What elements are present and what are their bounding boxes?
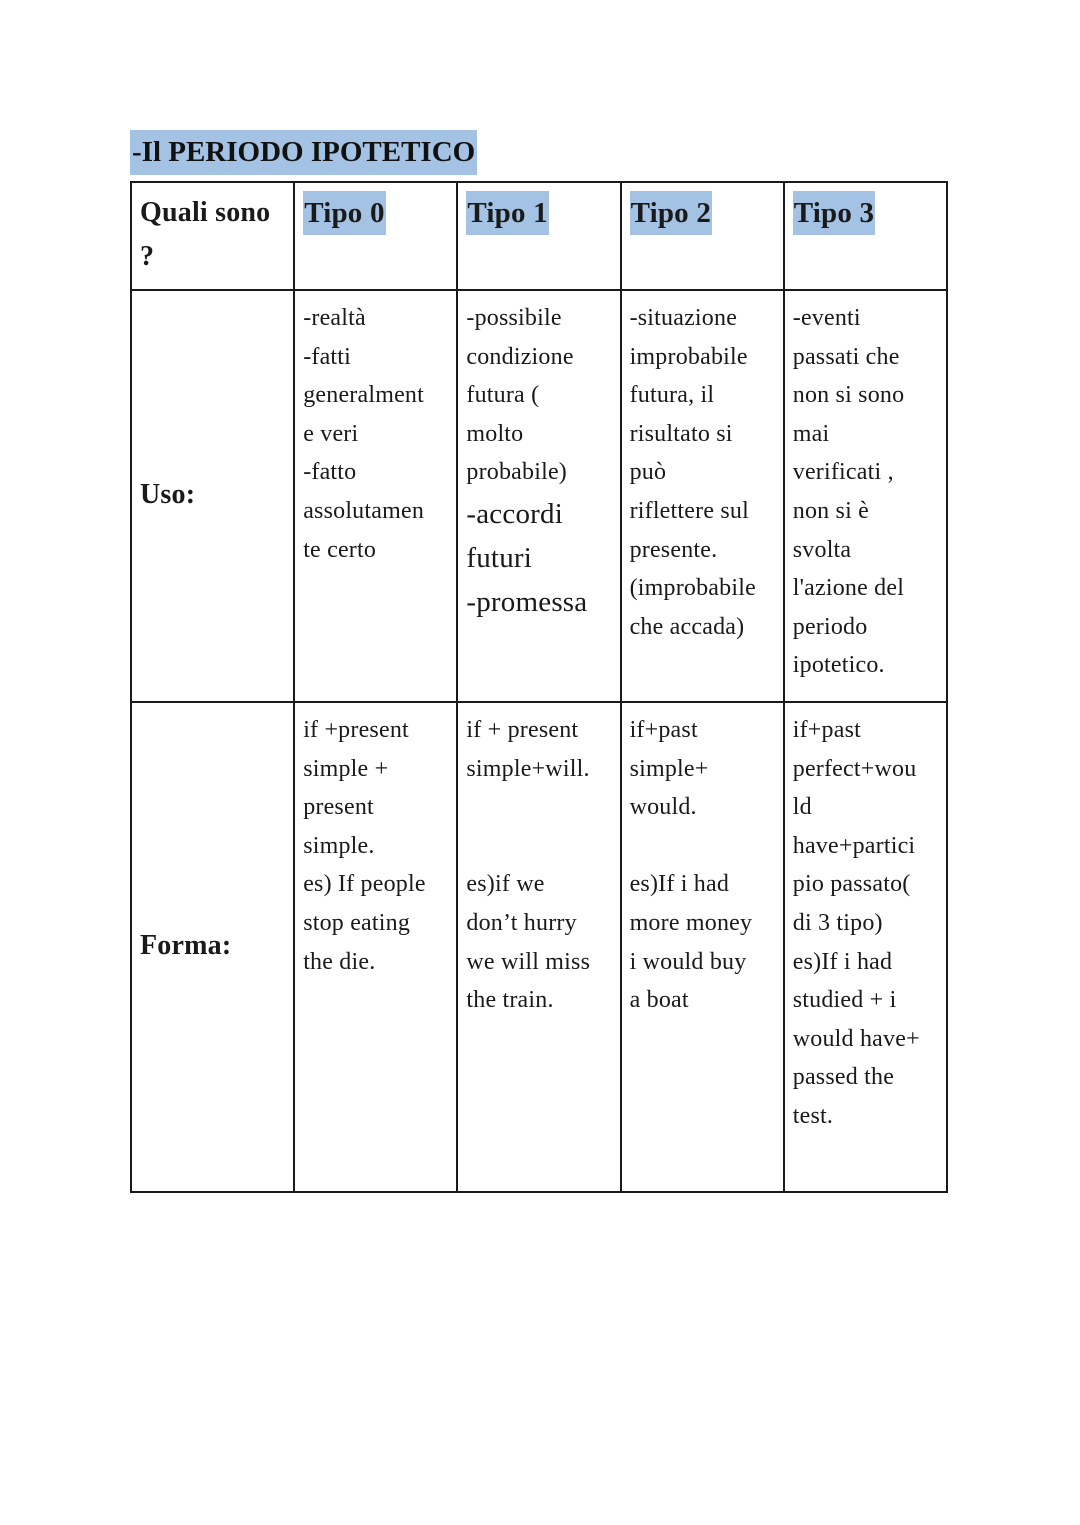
cell-text-line: presente. [629,536,718,563]
table-header-row [131,182,947,290]
cell-text-line: può [629,459,667,486]
cell-text-line: simple + [303,755,389,782]
cell-text-line: -realtà [303,305,366,331]
cell-text-line: if+past [792,717,862,743]
uso-label-cell [131,290,294,702]
cell-text-line: e veri [303,420,359,447]
tipo2-heading: Tipo 2 [630,191,712,235]
uso-tipo2-text [630,299,775,646]
cell-text-line: stop eating [303,909,411,936]
tipo3-heading: Tipo 3 [793,191,875,235]
page-title: -Il PERIODO IPOTETICO [130,130,477,175]
forma-tipo3-text [793,711,938,1136]
cell-text-line: i would buy [629,948,747,975]
header-label-cell [131,182,294,290]
cell-text-line: test. [792,1102,834,1129]
header-tipo3-cell [784,182,947,290]
forma-tipo1-cell [457,702,620,1192]
cell-text-line: simple. [303,832,375,859]
cell-text-line: perfect+wou [792,755,917,782]
forma-label: Forma: [140,930,232,962]
cell-text-line: pio passato( [792,871,911,898]
cell-text-line: che accada) [629,613,745,640]
cell-text-line: we will miss [466,948,591,975]
cell-text-line: if +present [303,717,409,743]
uso-tipo1-text [466,299,611,492]
uso-tipo2-cell [621,290,784,702]
cell-text-line: -possibile [466,305,562,331]
forma-tipo2-example [630,865,775,1019]
cell-text-line: would. [629,794,697,821]
header-label-line2: ? [140,241,155,272]
cell-text-line: svolta [792,536,852,563]
cell-text-line: the train. [466,987,554,1014]
header-tipo1-cell [457,182,620,290]
cell-text-line: ld [792,794,812,821]
uso-tipo1-cell [457,290,620,702]
cell-text-line: -accordi [466,497,563,530]
cell-text-line: periodo [792,613,868,640]
cell-text-line: risultato si [629,420,733,447]
cell-text-line: simple+ [629,755,709,782]
cell-text-line: if+past [629,717,698,743]
uso-tipo0-cell [294,290,457,702]
cell-text-line: futura ( [466,382,540,409]
cell-text-line: improbabile [629,343,748,370]
tipo0-heading: Tipo 0 [303,191,385,235]
cell-text-line: passed the [792,1064,895,1091]
uso-tipo3-cell [784,290,947,702]
cell-text-line: -situazione [629,305,738,331]
cell-text-line: passati che [792,343,900,370]
forma-tipo1-rule [466,711,611,788]
cell-text-line: probabile) [466,459,567,486]
cell-text-line: l'azione del [792,575,905,602]
conditional-table [130,181,948,1193]
cell-text-line: te certo [303,536,377,563]
cell-text-line: -fatti [303,343,352,370]
header-label-line1: Quali sono [140,197,271,228]
cell-text-line: more money [629,909,753,936]
cell-text-line: -fatto [303,459,357,486]
uso-row [131,290,947,702]
cell-text-line: present [303,794,374,821]
cell-text-line: have+partici [792,832,916,859]
cell-text-line: don’t hurry [466,909,577,936]
cell-text-line: if + present [466,717,579,743]
forma-tipo0-text [303,711,448,981]
cell-text-line: non si è [792,497,870,524]
cell-text-line: di 3 tipo) [792,909,883,936]
cell-text-line: riflettere sul [629,497,749,524]
forma-tipo2-cell [621,702,784,1192]
uso-tipo0-text [303,299,448,569]
cell-text-line: the die. [303,948,376,975]
cell-text-line: -eventi [792,305,861,331]
cell-text-line: ipotetico. [792,652,885,679]
cell-text-line: futuri [466,541,533,574]
cell-text-line: es)If i had [792,948,893,975]
cell-text-line: a boat [629,987,689,1014]
cell-text-line: (improbabile [629,575,756,602]
forma-label-cell [131,702,294,1192]
cell-text-line: es)if we [466,871,545,898]
cell-text-line: futura, il [629,382,715,409]
cell-text-line: studied + i [792,987,897,1014]
uso-tipo3-text [793,299,938,685]
cell-text-line: molto [466,420,524,447]
tipo1-heading: Tipo 1 [466,191,548,235]
cell-text-line: es)If i had [629,871,730,898]
cell-text-line: mai [792,420,830,447]
forma-tipo1-example [466,865,611,1019]
cell-text-line: assolutamen [303,497,425,524]
cell-text-line: verificati , [792,459,894,486]
header-tipo0-cell [294,182,457,290]
cell-text-line: non si sono [792,382,905,409]
cell-text-line: would have+ [792,1025,920,1052]
forma-tipo0-cell [294,702,457,1192]
forma-tipo3-cell [784,702,947,1192]
forma-row [131,702,947,1192]
header-tipo2-cell [621,182,784,290]
uso-tipo1-big-text [466,492,611,624]
cell-text-line: simple+will. [466,755,590,782]
cell-text-line: -promessa [466,585,588,618]
uso-label: Uso: [140,479,196,511]
cell-text-line: generalment [303,382,424,409]
cell-text-line: condizione [466,343,574,370]
forma-tipo2-rule [630,711,775,827]
cell-text-line: es) If people [303,871,426,898]
